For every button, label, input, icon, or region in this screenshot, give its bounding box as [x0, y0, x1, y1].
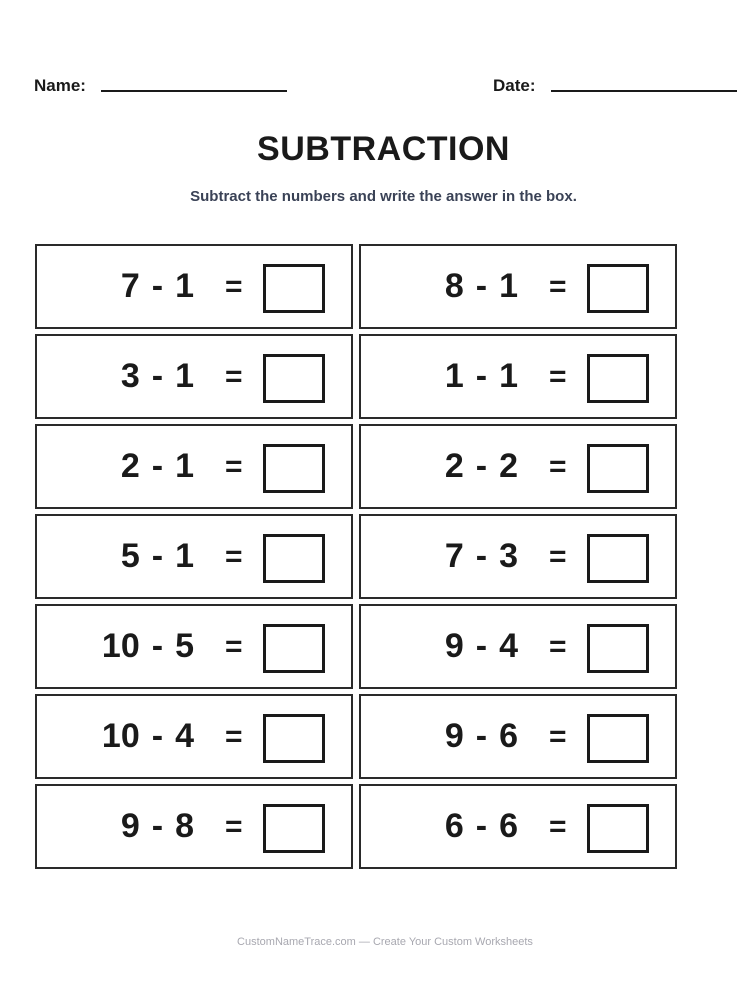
minuend: 9	[444, 627, 464, 665]
problem-expression	[102, 696, 194, 777]
minus-sign: -	[475, 357, 488, 395]
minuend: 5	[120, 537, 140, 575]
minus-sign: -	[151, 537, 164, 575]
minus-sign: -	[475, 807, 488, 845]
problem-card	[359, 694, 677, 779]
problem-expression	[445, 786, 518, 867]
subtrahend: 4	[499, 627, 518, 665]
page-title: SUBTRACTION	[257, 130, 510, 168]
subtrahend: 5	[175, 627, 194, 665]
equals-sign: =	[225, 540, 243, 573]
subtrahend: 1	[499, 267, 518, 305]
answer-box[interactable]	[263, 624, 325, 673]
subtrahend: 1	[175, 357, 194, 395]
minuend: 10	[101, 717, 140, 755]
problem-expression	[445, 426, 518, 507]
subtrahend: 3	[499, 537, 518, 575]
equals-sign: =	[549, 720, 567, 753]
minuend: 3	[120, 357, 140, 395]
problem-expression	[121, 786, 194, 867]
equals-sign: =	[225, 810, 243, 843]
problem-expression	[445, 606, 518, 687]
subtrahend: 1	[175, 537, 194, 575]
minuend: 10	[101, 627, 140, 665]
equals-sign: =	[225, 270, 243, 303]
answer-box[interactable]	[263, 714, 325, 763]
equals-sign: =	[549, 810, 567, 843]
name-label: Name:	[34, 76, 86, 95]
minuend: 7	[444, 537, 464, 575]
answer-box[interactable]	[587, 624, 649, 673]
problem-card	[35, 424, 353, 509]
equals-sign: =	[225, 720, 243, 753]
minus-sign: -	[151, 627, 164, 665]
subtrahend: 1	[175, 267, 194, 305]
minuend: 9	[444, 717, 464, 755]
equals-sign: =	[549, 360, 567, 393]
minuend: 7	[120, 267, 140, 305]
minus-sign: -	[151, 267, 164, 305]
subtrahend: 4	[175, 717, 194, 755]
minuend: 1	[444, 357, 464, 395]
problem-expression	[121, 426, 194, 507]
minus-sign: -	[475, 717, 488, 755]
subtrahend: 2	[499, 447, 518, 485]
problem-expression	[121, 516, 194, 597]
minus-sign: -	[151, 807, 164, 845]
answer-box[interactable]	[263, 444, 325, 493]
equals-sign: =	[549, 540, 567, 573]
problem-card	[359, 244, 677, 329]
answer-box[interactable]	[263, 264, 325, 313]
name-write-line[interactable]	[101, 90, 287, 92]
problem-expression	[102, 606, 194, 687]
problem-card	[35, 694, 353, 779]
problem-card	[35, 784, 353, 869]
minuend: 8	[444, 267, 464, 305]
problem-card	[35, 244, 353, 329]
minus-sign: -	[151, 447, 164, 485]
subtrahend: 1	[499, 357, 518, 395]
minus-sign: -	[475, 537, 488, 575]
equals-sign: =	[549, 450, 567, 483]
answer-box[interactable]	[587, 714, 649, 763]
minus-sign: -	[151, 357, 164, 395]
minus-sign: -	[151, 717, 164, 755]
answer-box[interactable]	[587, 354, 649, 403]
minuend: 6	[444, 807, 464, 845]
problem-card	[359, 334, 677, 419]
problem-card	[359, 424, 677, 509]
answer-box[interactable]	[587, 804, 649, 853]
equals-sign: =	[225, 450, 243, 483]
minuend: 2	[120, 447, 140, 485]
equals-sign: =	[549, 630, 567, 663]
problem-expression	[445, 336, 518, 417]
subtrahend: 6	[499, 717, 518, 755]
equals-sign: =	[549, 270, 567, 303]
problem-expression	[121, 336, 194, 417]
equals-sign: =	[225, 360, 243, 393]
problem-card	[359, 784, 677, 869]
subtrahend: 6	[499, 807, 518, 845]
problem-card	[35, 514, 353, 599]
answer-box[interactable]	[587, 264, 649, 313]
problem-expression	[445, 696, 518, 777]
problem-card	[35, 334, 353, 419]
instructions-text: Subtract the numbers and write the answer in the box.	[190, 188, 577, 205]
problem-card	[35, 604, 353, 689]
problem-expression	[445, 246, 518, 327]
answer-box[interactable]	[587, 444, 649, 493]
problem-expression	[445, 516, 518, 597]
subtrahend: 1	[175, 447, 194, 485]
minus-sign: -	[475, 447, 488, 485]
date-write-line[interactable]	[551, 90, 737, 92]
answer-box[interactable]	[587, 534, 649, 583]
problem-card	[359, 604, 677, 689]
subtrahend: 8	[175, 807, 194, 845]
answer-box[interactable]	[263, 534, 325, 583]
minus-sign: -	[475, 267, 488, 305]
problem-expression	[121, 246, 194, 327]
equals-sign: =	[225, 630, 243, 663]
footer-credit: CustomNameTrace.com — Create Your Custom Worksheets	[237, 936, 533, 948]
minuend: 9	[120, 807, 140, 845]
answer-box[interactable]	[263, 804, 325, 853]
problem-card	[359, 514, 677, 599]
minuend: 2	[444, 447, 464, 485]
answer-box[interactable]	[263, 354, 325, 403]
date-label: Date:	[493, 76, 536, 95]
minus-sign: -	[475, 627, 488, 665]
